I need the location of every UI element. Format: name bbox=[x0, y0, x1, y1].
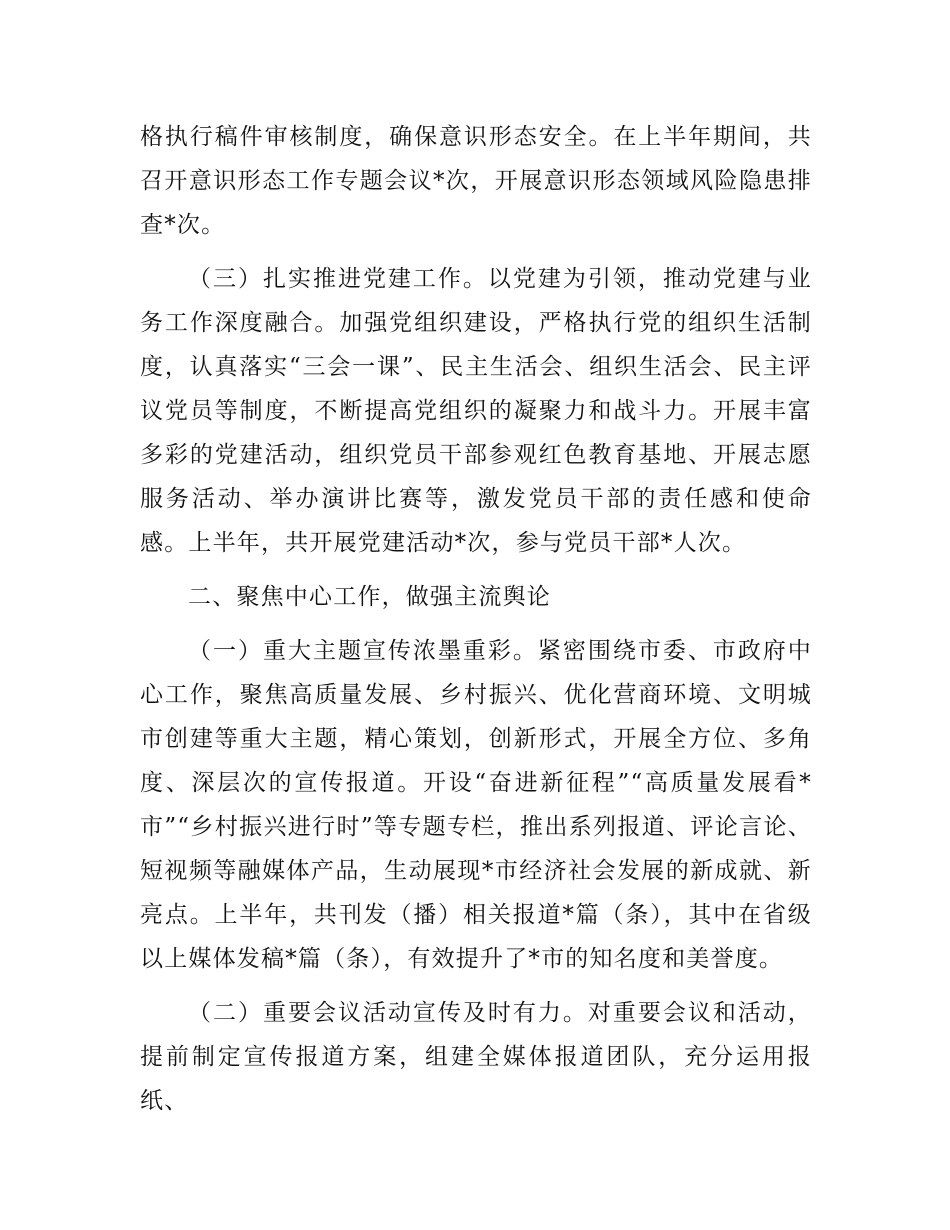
paragraph-party-building: （三）扎实推进党建工作。以党建为引领，推动党建与业务工作深度融合。加强党组织建设，严格执行党的组织生活制度，认真落实“三会一课”、民主生活会、组织生活会、民主评议党员等制度，不断提高党组织的凝聚力和战斗力。开展丰富多彩的党建活动，组织党员干部参观红色教育基地、开展志愿服务活动、举办演讲比赛等，激发党员干部的责任感和使命感。上半年，共开展党建活动*次，参与党员干部*人次。 bbox=[140, 266, 812, 556]
paragraph-major-theme-publicity: （一）重大主题宣传浓墨重彩。紧密围绕市委、市政府中心工作，聚焦高质量发展、乡村振兴、优化营商环境、文明城市创建等重大主题，精心策划，创新形式，开展全方位、多角度、深层次的宣传报道。开设“奋进新征程”“高质量发展看*市”“乡村振兴进行时”等专题专栏，推出系列报道、评论言论、短视频等融媒体产品，生动展现*市经济社会发展的新成就、新亮点。上半年，共刊发（播）相关报道*篇（条），其中在省级以上媒体发稿*篇（条），有效提升了*市的知名度和美誉度。 bbox=[140, 638, 812, 972]
section-heading: 二、聚焦中心工作，做强主流舆论 bbox=[188, 584, 551, 610]
paragraph-meeting-publicity: （二）重要会议活动宣传及时有力。对重要会议和活动，提前制定宣传报道方案，组建全媒体报道团队，充分运用报纸、 bbox=[140, 1000, 812, 1114]
document-body bbox=[140, 115, 812, 1133]
paragraph-continuation: 格执行稿件审核制度，确保意识形态安全。在上半年期间，共召开意识形态工作专题会议*次，开展意识形态领域风险隐患排查*次。 bbox=[140, 124, 812, 238]
